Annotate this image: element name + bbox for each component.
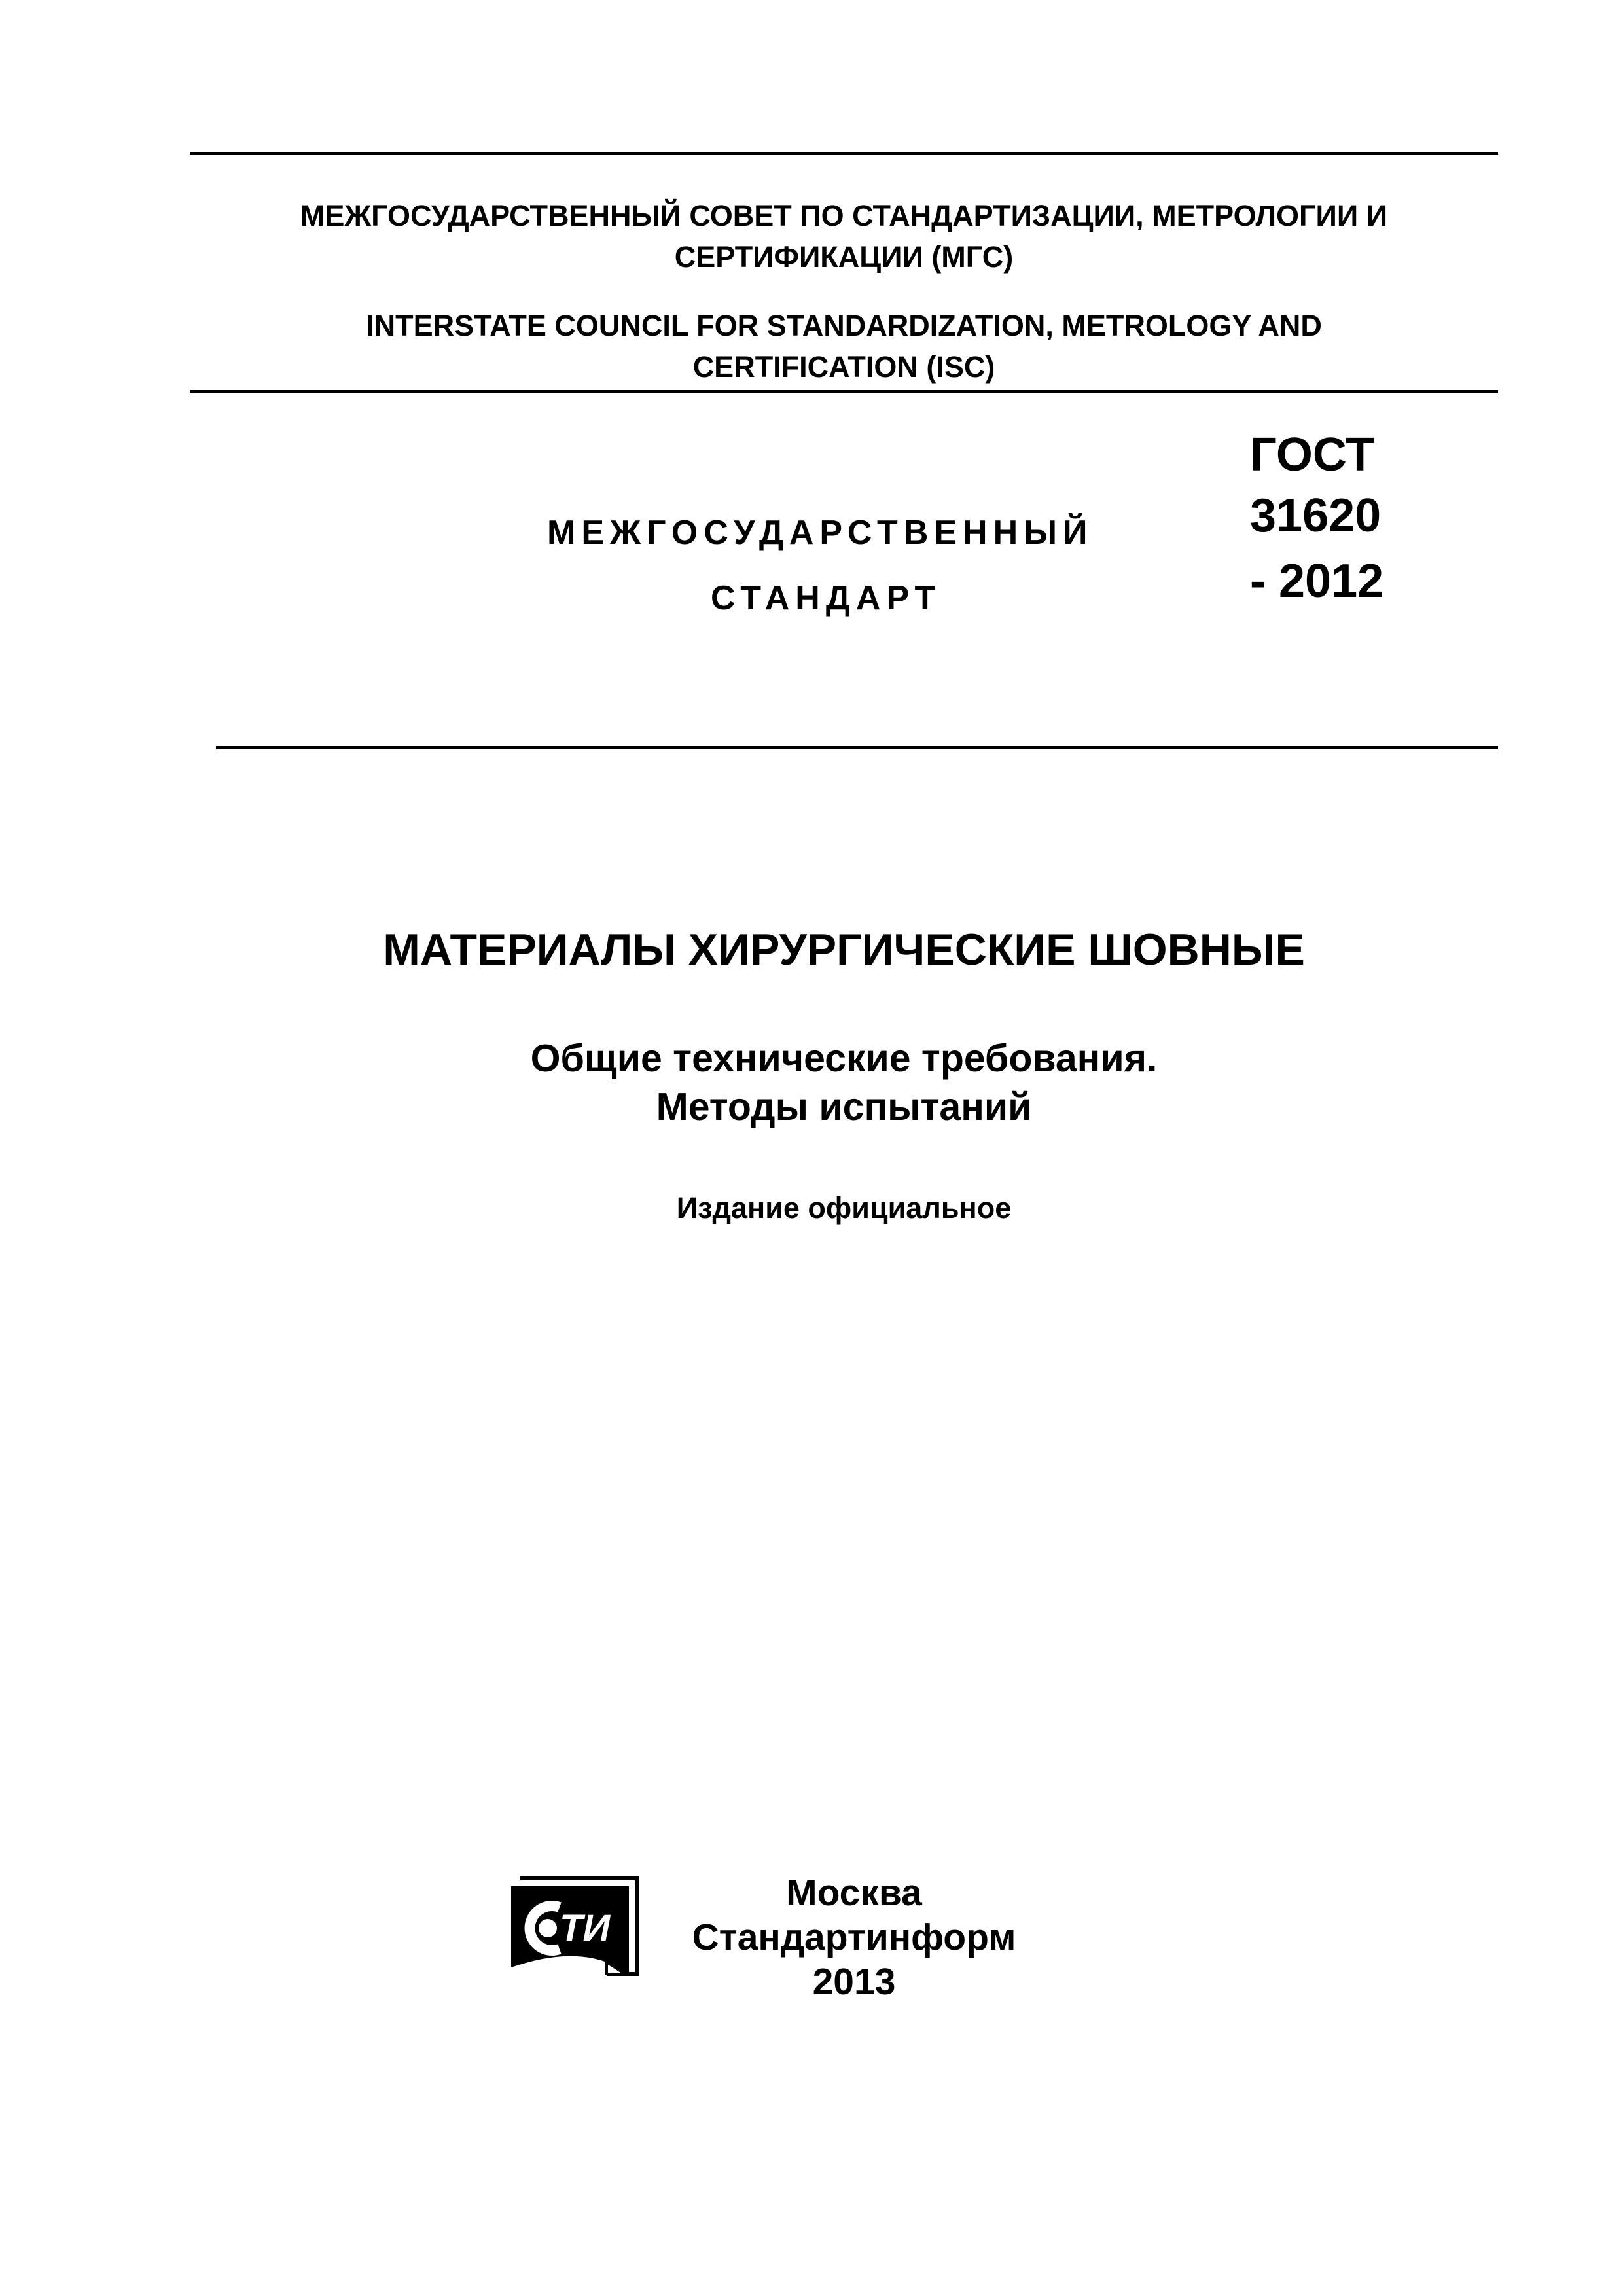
logo-lettering: ТИ (560, 1907, 611, 1950)
gost-number: 31620 (1250, 490, 1382, 542)
publisher-info (641, 1871, 1067, 2004)
document-title: МАТЕРИАЛЫ ХИРУРГИЧЕСКИЕ ШОВНЫЕ (383, 925, 1305, 975)
document-subtitle (190, 1034, 1498, 1131)
edition-label: Издание официальное (676, 1191, 1012, 1225)
top-rule (190, 152, 1498, 155)
council-name-ru (190, 195, 1498, 278)
standard-type-line1: МЕЖГОСУДАРСТВЕННЫЙ (547, 514, 1094, 552)
document-subtitle-line1: Общие технические требования. (530, 1037, 1158, 1080)
document-subtitle-line2: Методы испытаний (656, 1085, 1032, 1128)
publisher-year: 2013 (812, 1961, 896, 2003)
standard-type-line2: СТАНДАРТ (711, 579, 942, 617)
council-name-ru-line2: СЕРТИФИКАЦИИ (МГС) (674, 240, 1014, 274)
standartinform-logo-icon (508, 1876, 639, 1979)
council-name-ru-line1: МЕЖГОСУДАРСТВЕННЫЙ СОВЕТ ПО СТАНДАРТИЗАЦИИ, МЕТРОЛОГИИ И (300, 199, 1388, 232)
council-name-en (190, 305, 1498, 387)
publisher-city: Москва (786, 1872, 922, 1914)
gost-year: - 2012 (1250, 555, 1384, 607)
council-bottom-rule (190, 390, 1498, 393)
gost-label: ГОСТ (1250, 429, 1375, 481)
council-name-en-line1: INTERSTATE COUNCIL FOR STANDARDIZATION, METROLOGY AND (366, 309, 1322, 342)
header-bottom-rule (216, 746, 1498, 749)
council-name-en-line2: CERTIFICATION (ISC) (692, 350, 995, 384)
publisher-name: Стандартинформ (692, 1916, 1016, 1958)
